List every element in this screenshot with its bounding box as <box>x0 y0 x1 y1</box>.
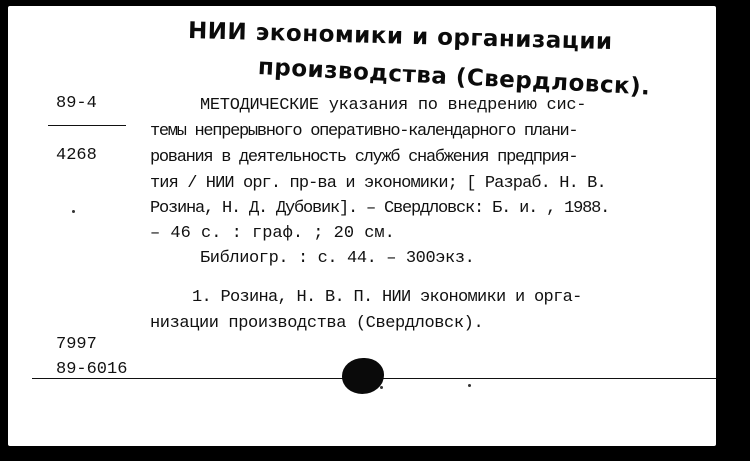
record-line-6: – 46 с. : граф. ; 20 см. <box>150 224 395 243</box>
call-number-bottom: 4268 <box>56 146 97 165</box>
call-number-top: 89-4 <box>56 94 97 113</box>
record-line-5: Розина, Н. Д. Дубовик]. – Свердловск: Б. и. , 1988. <box>150 199 610 218</box>
ink-speck <box>468 384 471 387</box>
ink-speck <box>380 386 383 389</box>
record-line-4: тия / НИИ орг. пр-ва и экономики; [ Разраб. Н. В. <box>150 174 606 193</box>
handwritten-note-line2: производства (Свердловск). <box>257 54 652 101</box>
ink-blot <box>342 358 384 394</box>
entry-line-2: низации производства (Свердловск). <box>150 314 484 333</box>
bibliography-line: Библиогр. : с. 44. – 300экз. <box>200 249 475 268</box>
inventory-number: 7997 <box>56 335 97 354</box>
ink-speck <box>72 210 75 213</box>
record-line-3: рования в деятельность служб снабжения предприя- <box>150 148 578 167</box>
entry-line-1: 1. Розина, Н. В. П. НИИ экономики и орга- <box>192 288 582 307</box>
record-line-2: темы непрерывного оперативно-календарного плани- <box>150 122 578 141</box>
catalog-card <box>8 6 716 446</box>
accession-number: 89-6016 <box>56 360 128 379</box>
handwritten-note-line1: НИИ экономики и организации <box>187 18 613 56</box>
call-number-rule <box>48 125 126 126</box>
record-line-1: МЕТОДИЧЕСКИЕ указания по внедрению сис- <box>200 96 587 115</box>
